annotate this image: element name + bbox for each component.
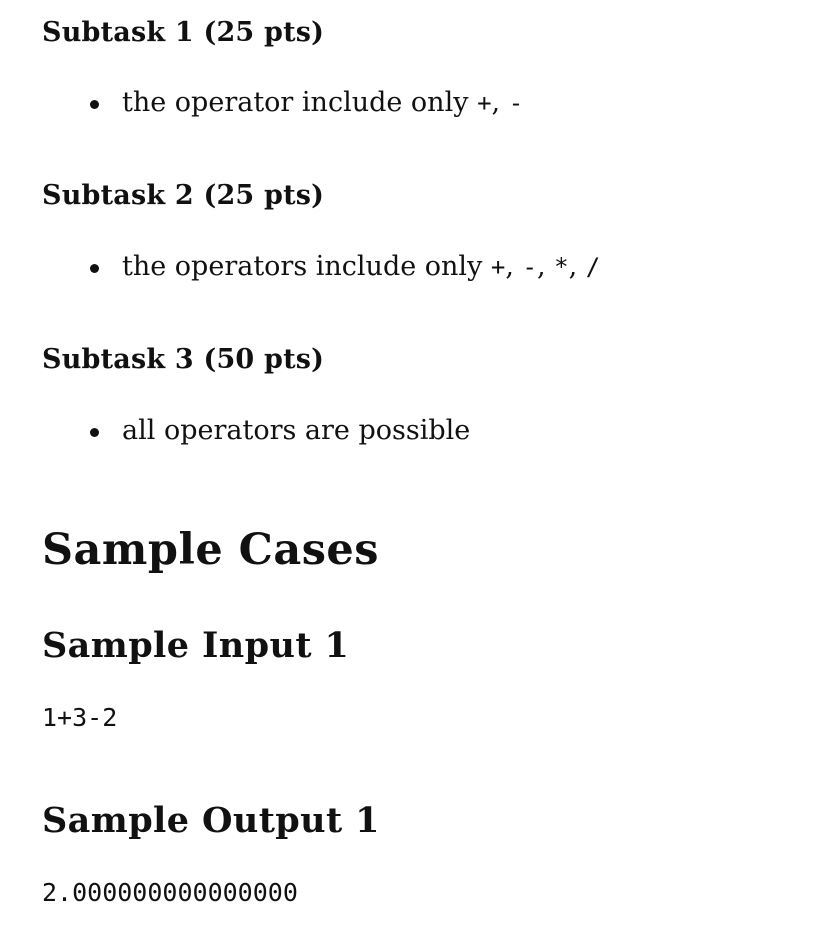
- subtask-3-bullet: [42, 414, 470, 448]
- subtask-2-bullet: the operators include only +, -, *, /: [42, 250, 600, 284]
- operator-divide: /: [585, 253, 601, 281]
- subtask-1-list: [42, 86, 523, 120]
- subtask-2-text: the operators include only: [122, 251, 483, 282]
- operator-multiply: *: [554, 253, 569, 281]
- subtask-2-title: Subtask 2 (25 pts): [42, 180, 325, 211]
- subtask-3-list: [42, 414, 470, 448]
- sample-output-value: 2.000000000000000: [42, 878, 298, 907]
- sample-output-heading: Sample Output 1: [42, 800, 380, 841]
- bullet-icon: [90, 428, 99, 437]
- subtask-3-title: Subtask 3 (50 pts): [42, 344, 325, 375]
- operator-plus: +: [477, 89, 492, 117]
- sample-cases-heading: Sample Cases: [42, 525, 380, 575]
- sample-input-heading: Sample Input 1: [42, 625, 350, 666]
- subtask-1-bullet: the operator include only +, -: [42, 86, 523, 120]
- operator-plus: +: [490, 253, 506, 281]
- sample-input-value: 1+3-2: [42, 703, 118, 732]
- bullet-icon: [90, 100, 99, 109]
- operator-minus: -: [522, 253, 537, 281]
- bullet-icon: [90, 264, 99, 273]
- subtask-2-list: [42, 250, 600, 284]
- subtask-1-title: Subtask 1 (25 pts): [42, 17, 325, 48]
- subtask-3-text: all operators are possible: [122, 415, 471, 446]
- subtask-1-text: the operator include only: [122, 87, 469, 118]
- operator-minus: -: [508, 89, 524, 117]
